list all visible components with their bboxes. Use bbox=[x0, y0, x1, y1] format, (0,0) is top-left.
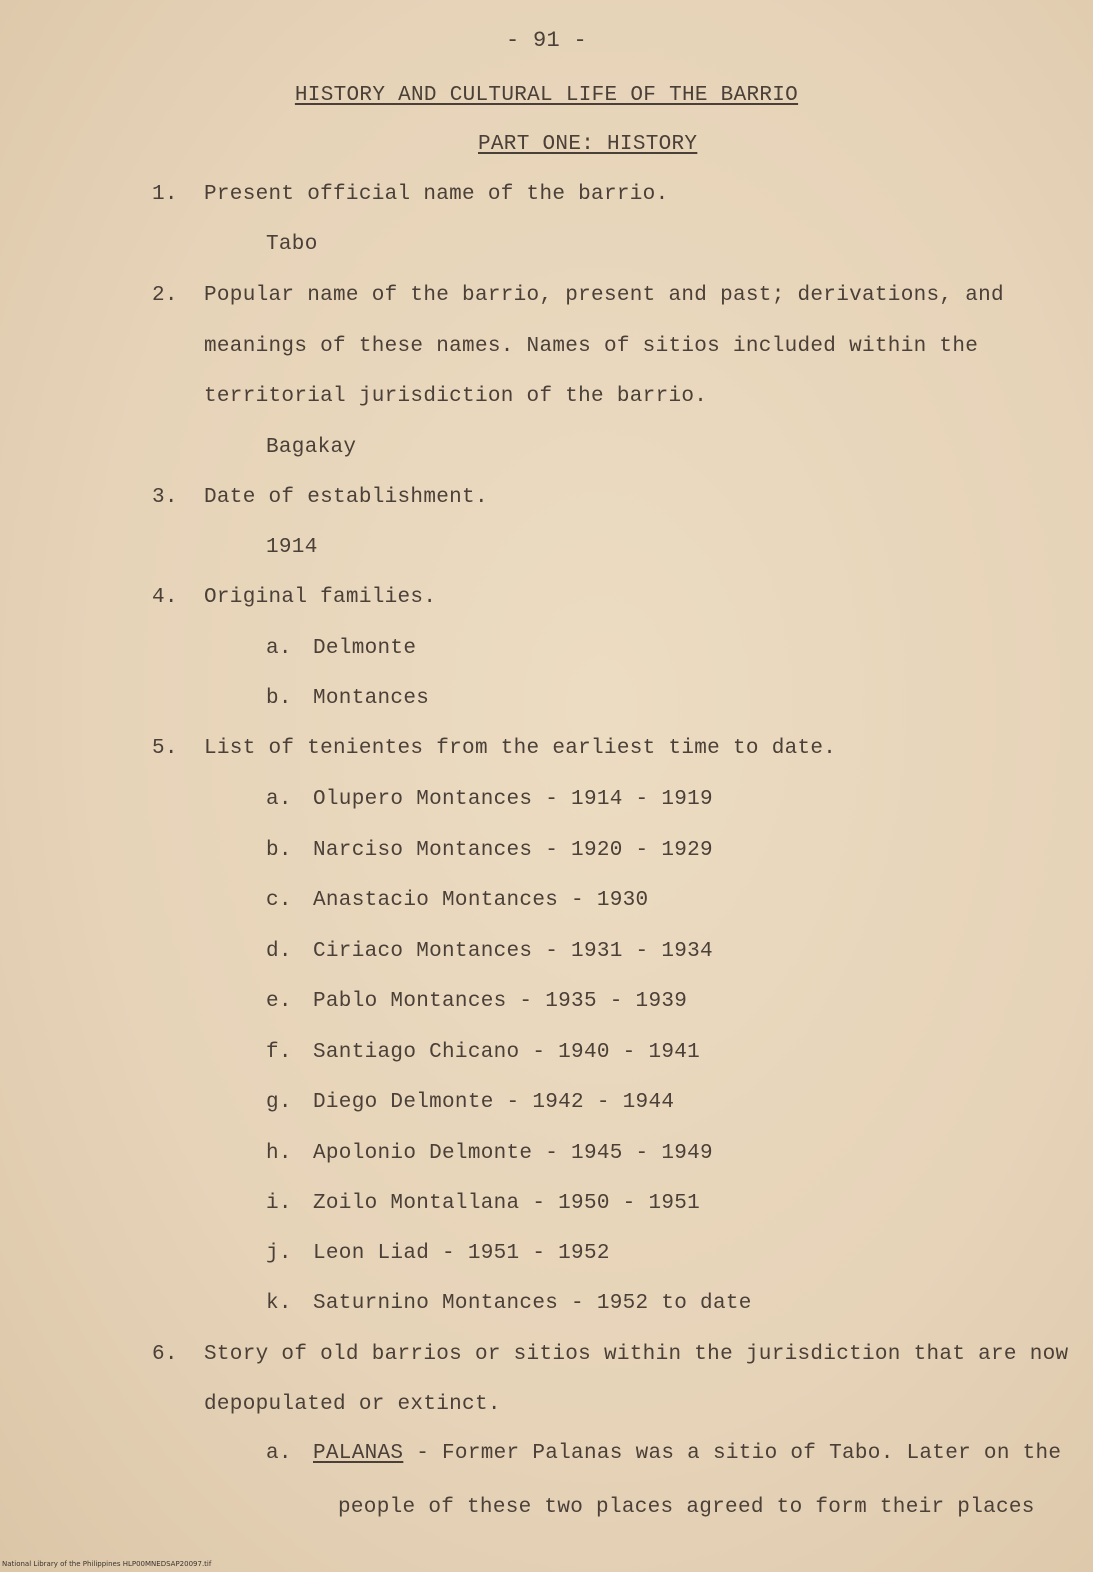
sub-letter: i. bbox=[266, 1192, 292, 1215]
sub-letter: a. bbox=[266, 637, 292, 660]
sitio-name: PALANAS bbox=[313, 1442, 404, 1465]
sitio-description-continued: people of these two places agreed to form their places bbox=[338, 1496, 1035, 1519]
teniente-entry: Santiago Chicano - 1940 - 1941 bbox=[313, 1041, 701, 1064]
sub-letter: f. bbox=[266, 1041, 292, 1064]
teniente-entry: Olupero Montances - 1914 - 1919 bbox=[313, 788, 713, 811]
sub-letter: d. bbox=[266, 940, 292, 963]
teniente-entry: Narciso Montances - 1920 - 1929 bbox=[313, 839, 713, 862]
item-number-1: 1. bbox=[152, 183, 178, 206]
item-answer-3: 1914 bbox=[266, 536, 318, 559]
sub-letter: b. bbox=[266, 839, 292, 862]
item-number-6: 6. bbox=[152, 1343, 178, 1366]
teniente-entry: Diego Delmonte - 1942 - 1944 bbox=[313, 1091, 675, 1114]
item-number-4: 4. bbox=[152, 586, 178, 609]
item-question-3: Date of establishment. bbox=[204, 486, 488, 509]
teniente-entry: Ciriaco Montances - 1931 - 1934 bbox=[313, 940, 713, 963]
teniente-entry: Saturnino Montances - 1952 to date bbox=[313, 1292, 752, 1315]
sub-letter: g. bbox=[266, 1091, 292, 1114]
sub-letter: e. bbox=[266, 990, 292, 1013]
item-question-2-line-1: Popular name of the barrio, present and past; derivations, and bbox=[204, 284, 1004, 307]
sitio-description: - Former Palanas was a sitio of Tabo. Later on the bbox=[403, 1442, 1062, 1465]
item-number-2: 2. bbox=[152, 284, 178, 307]
item-question-4: Original families. bbox=[204, 586, 437, 609]
archive-footer: National Library of the Philippines HLP00MNEDSAP20097.tif bbox=[2, 1560, 212, 1568]
sub-letter: a. bbox=[266, 1442, 292, 1465]
sub-letter: j. bbox=[266, 1242, 292, 1265]
item-answer-1: Tabo bbox=[266, 233, 318, 256]
sub-letter: c. bbox=[266, 889, 292, 912]
sub-letter: b. bbox=[266, 687, 292, 710]
sitio-entry bbox=[313, 1442, 1061, 1465]
sub-letter: k. bbox=[266, 1292, 292, 1315]
teniente-entry: Pablo Montances - 1935 - 1939 bbox=[313, 990, 688, 1013]
teniente-entry: Leon Liad - 1951 - 1952 bbox=[313, 1242, 610, 1265]
item-question-2-line-2: meanings of these names. Names of sitios included within the bbox=[204, 335, 979, 358]
item-question-5: List of tenientes from the earliest time to date. bbox=[204, 737, 837, 760]
teniente-entry: Zoilo Montallana - 1950 - 1951 bbox=[313, 1192, 701, 1215]
item-question-6-line-1: Story of old barrios or sitios within the jurisdiction that are now bbox=[204, 1343, 1069, 1366]
teniente-entry: Anastacio Montances - 1930 bbox=[313, 889, 649, 912]
family-name: Montances bbox=[313, 687, 430, 710]
item-answer-2: Bagakay bbox=[266, 436, 357, 459]
sub-letter: h. bbox=[266, 1142, 292, 1165]
item-number-3: 3. bbox=[152, 486, 178, 509]
page-subtitle: PART ONE: HISTORY bbox=[478, 133, 698, 156]
teniente-entry: Apolonio Delmonte - 1945 - 1949 bbox=[313, 1142, 713, 1165]
page-number: - 91 - bbox=[505, 28, 587, 53]
sub-letter: a. bbox=[266, 788, 292, 811]
family-name: Delmonte bbox=[313, 637, 417, 660]
item-number-5: 5. bbox=[152, 737, 178, 760]
item-question-2-line-3: territorial jurisdiction of the barrio. bbox=[204, 385, 708, 408]
item-question-1: Present official name of the barrio. bbox=[204, 183, 669, 206]
item-question-6-line-2: depopulated or extinct. bbox=[204, 1393, 501, 1416]
page-title: HISTORY AND CULTURAL LIFE OF THE BARRIO bbox=[294, 84, 799, 107]
